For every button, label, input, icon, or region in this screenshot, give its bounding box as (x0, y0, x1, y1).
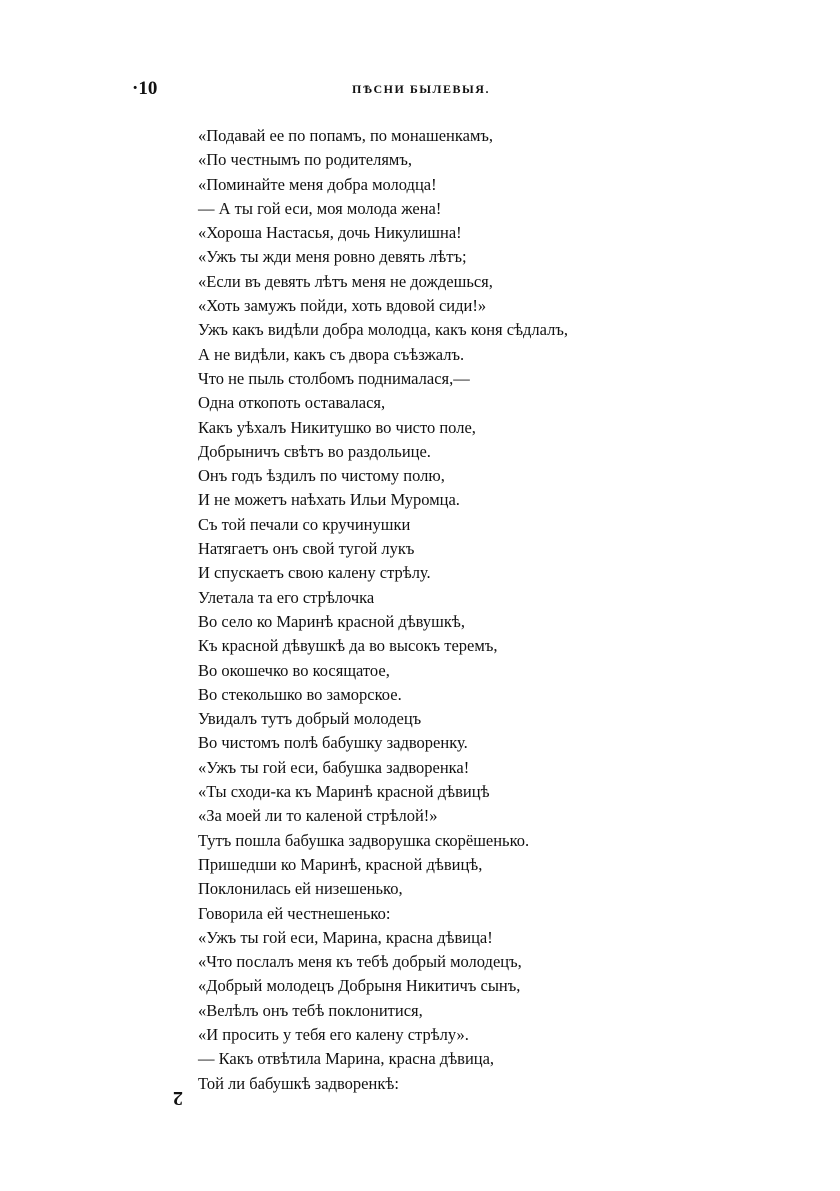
verse-line: Во окошечко во косящатое, (198, 660, 390, 680)
verse-line: Тутъ пошла бабушка задворушка скорёшенько. (198, 830, 530, 850)
verse-line: И не можетъ наѣхать Ильи Муромца. (198, 490, 460, 510)
verse-line: «Если въ девять лѣтъ меня не дождешься, (198, 271, 493, 291)
verse-line: «Ужъ ты жди меня ровно девять лѣтъ; (198, 247, 467, 267)
verse-line: «И просить у тебя его калену стрѣлу». (198, 1024, 469, 1044)
signature-mark: 2 (173, 1087, 183, 1109)
verse-line: Говорила ей честнешенько: (198, 903, 391, 923)
verse-line: Пришедши ко Маринѣ, красной дѣвицѣ, (198, 854, 483, 874)
verse-line: Увидалъ тутъ добрый молодецъ (198, 709, 422, 729)
verse-line: «Добрый молодецъ Добрыня Никитичъ сынъ, (198, 976, 521, 996)
verse-line: — А ты гой еси, моя молода жена! (198, 198, 442, 218)
verse-line: Поклонилась ей низешенько, (198, 879, 403, 899)
verse-line: Натягаетъ онъ свой тугой лукъ (198, 539, 415, 559)
verse-line: Одна откопоть оставалася, (198, 393, 386, 413)
verse-line: А не видѣли, какъ съ двора съѣзжалъ. (198, 344, 465, 364)
verse-line: «Что послалъ меня къ тебѣ добрый молодецъ, (198, 952, 522, 972)
verse-line: Съ той печали со кручинушки (198, 514, 411, 534)
verse-line: — Какъ отвѣтила Марина, красна дѣвица, (198, 1049, 495, 1069)
verse-line: Во стекольшко во заморское. (198, 684, 402, 704)
verse-line: «По честнымъ по родителямъ, (198, 150, 413, 170)
running-head: ПѢСНИ БЫЛЕВЫЯ. (352, 82, 490, 96)
verse-line: Ужъ какъ видѣли добра молодца, какъ коня сѣдлалъ, (198, 320, 569, 340)
verse-line: «Хоть замужъ пойди, хоть вдовой сиди!» (198, 296, 487, 316)
verse-line: Во село ко Маринѣ красной дѣвушкѣ, (198, 611, 465, 631)
verse-body (198, 124, 568, 1096)
verse-line: «Ты сходи-ка къ Маринѣ красной дѣвицѣ (198, 782, 490, 802)
verse-line: «Подавай ее по попамъ, по монашенкамъ, (198, 126, 494, 145)
verse-line: И спускаетъ свою калену стрѣлу. (198, 563, 431, 583)
verse-line: Какъ уѣхалъ Никитушко во чисто поле, (198, 417, 476, 437)
verse-line: «Ужъ ты гой еси, Марина, красна дѣвица! (198, 927, 493, 947)
verse-line: Къ красной дѣвушкѣ да во высокъ теремъ, (198, 636, 498, 656)
verse-line: «Велѣлъ онъ тебѣ поклонитися, (198, 1000, 423, 1020)
verse-line: Что не пыль столбомъ поднималася,— (198, 368, 470, 388)
verse-line: «Ужъ ты гой еси, бабушка задворенка! (198, 757, 470, 777)
verse-line: Той ли бабушкѣ задворенкѣ: (198, 1073, 399, 1093)
verse-line: Онъ годъ ѣздилъ по чистому полю, (198, 466, 445, 486)
verse-line: Во чистомъ полѣ бабушку задворенку. (198, 733, 468, 753)
verse-line: «За моей ли то каленой стрѣлой!» (198, 806, 438, 826)
verse-line: «Хороша Настасья, дочь Никулишна! (198, 223, 462, 243)
verse-line: «Поминайте меня добра молодца! (198, 174, 437, 194)
page-number: ·10 (132, 78, 158, 99)
verse-line: Добрыничъ свѣтъ во раздольице. (198, 441, 431, 461)
verse-line: Улетала та его стрѣлочка (198, 587, 375, 607)
